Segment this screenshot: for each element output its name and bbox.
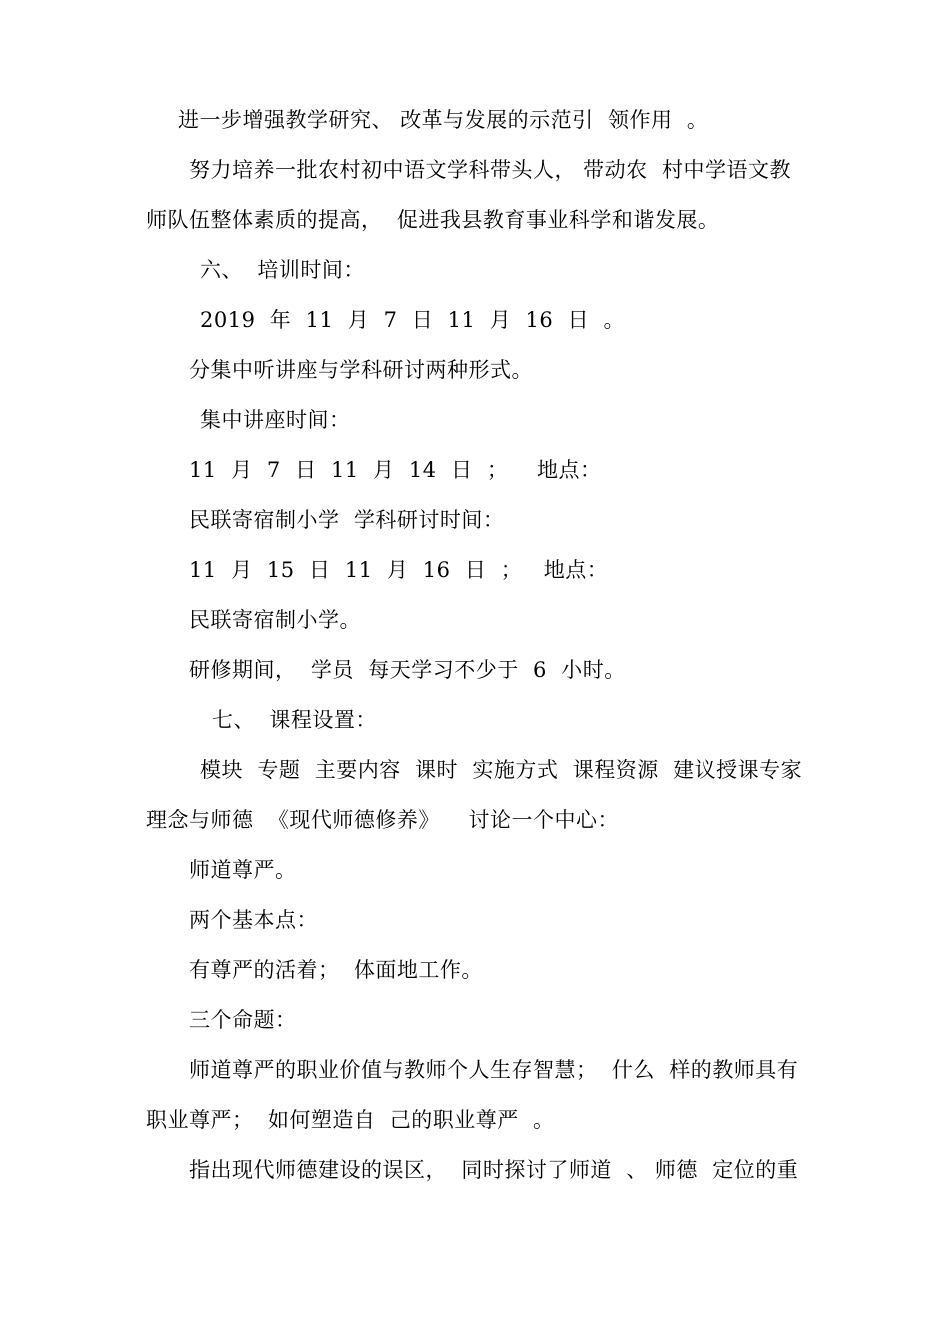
text-line-11: 民联寄宿制小学。 [189, 608, 361, 632]
text-line-5: 2019 年 11 月 7 日 11 月 16 日 。 [200, 308, 625, 332]
text-line-12: 研修期间， 学员 每天学习不少于 6 小时。 [189, 658, 626, 682]
text-line-1: 进一步增强教学研究、 改革与发展的示范引 领作用 。 [178, 108, 709, 132]
text-line-9: 民联寄宿制小学 学科研讨时间： [189, 508, 505, 532]
section-heading-course-settings: 七、 课程设置： [212, 708, 377, 732]
text-line-14: 模块 专题 主要内容 课时 实施方式 课程资源 建议授课专家 [200, 758, 803, 782]
text-line-18: 有尊严的活着； 体面地工作。 [189, 958, 483, 982]
text-line-7: 集中讲座时间： [200, 408, 351, 432]
text-line-16: 师道尊严。 [189, 858, 297, 882]
text-line-22: 指出现代师德建设的误区， 同时探讨了师道 、 师德 定位的重 [189, 1158, 799, 1182]
text-line-10: 11 月 15 日 11 月 16 日 ； 地点： [189, 558, 609, 582]
text-line-8: 11 月 7 日 11 月 14 日 ； 地点： [189, 458, 602, 482]
text-line-3: 师队伍整体素质的提高， 促进我县教育事业科学和谐发展。 [146, 208, 720, 232]
text-line-17: 两个基本点： [189, 908, 318, 932]
text-line-2: 努力培养一批农村初中语文学科带头人， 带动农 村中学语文教 [189, 158, 792, 182]
section-heading-training-time: 六、 培训时间： [200, 258, 365, 282]
text-line-15: 理念与师德 《现代师德修养》 讨论一个中心： [146, 808, 620, 832]
text-line-21: 职业尊严； 如何塑造自 己的职业尊严 。 [146, 1108, 555, 1132]
text-line-6: 分集中听讲座与学科研讨两种形式。 [189, 358, 533, 382]
text-line-19: 三个命题： [189, 1008, 297, 1032]
text-line-20: 师道尊严的职业价值与教师个人生存智慧； 什么 样的教师具有 [189, 1058, 799, 1082]
